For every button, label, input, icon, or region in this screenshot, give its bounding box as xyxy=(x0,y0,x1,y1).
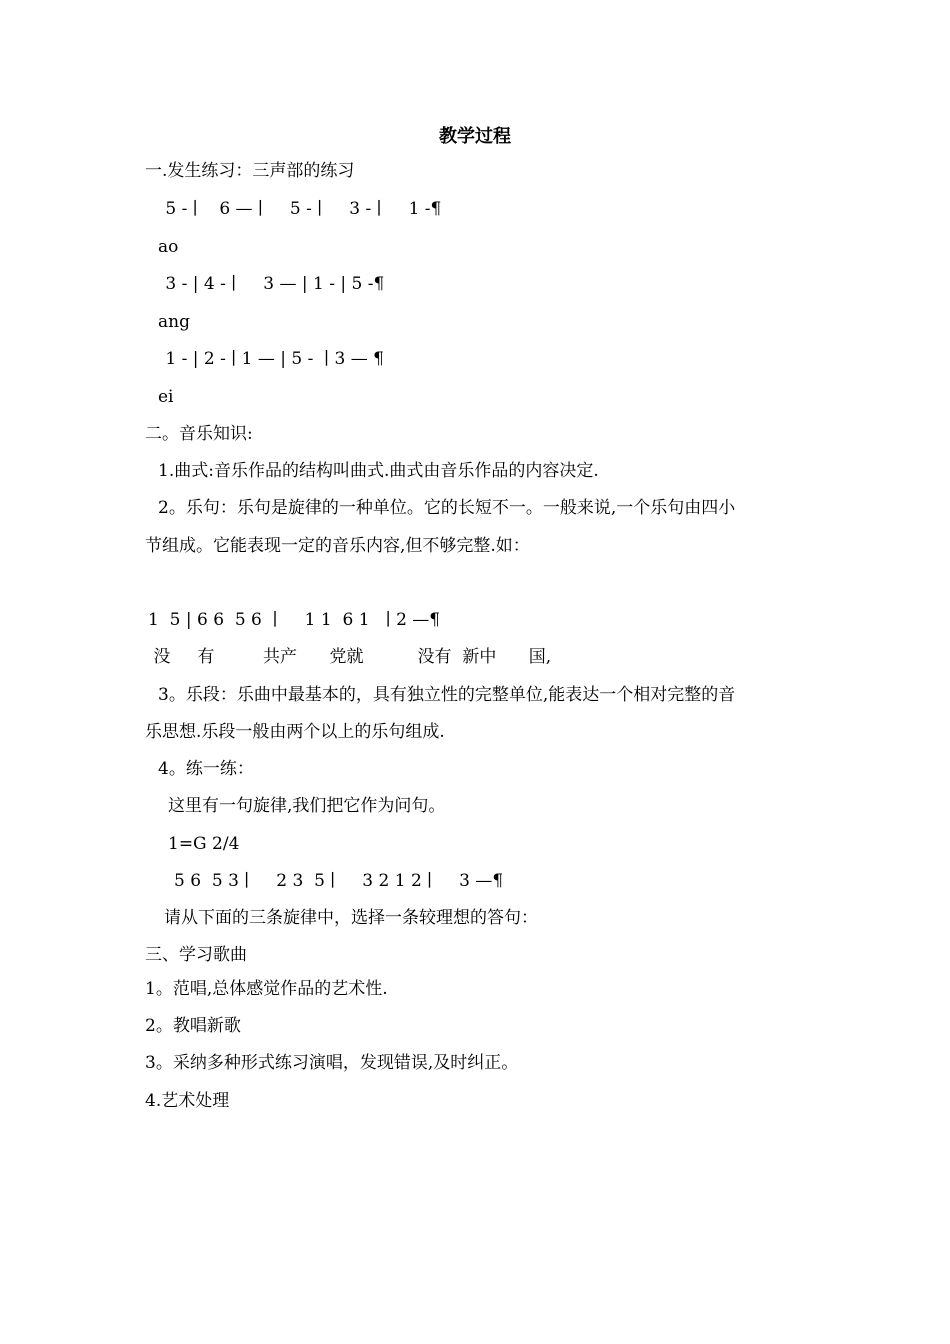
key-signature: 1=G 2/4 xyxy=(168,834,240,854)
practice-text: 这里有一句旋律,我们把它作为问句。 xyxy=(168,796,446,816)
lyric-syllable-1: ao xyxy=(158,237,179,257)
knowledge-item-2-line-2: 节组成。它能表现一定的音乐内容,但不够完整.如： xyxy=(145,536,530,556)
practice-question: 请从下面的三条旋律中，选择一条较理想的答句： xyxy=(164,908,538,928)
example-lyrics: 没 有 共产 党就 没有 新中 国, xyxy=(148,647,552,667)
example-notation: 1 5 | 6 6 5 6 ∣ 1 1 6 1 ∣ 2 —¶ xyxy=(148,610,441,630)
knowledge-item-2-line-1: 2。乐句：乐句是旋律的一种单位。它的长短不一。一般来说,一个乐句由四小 xyxy=(158,498,736,518)
knowledge-item-3-line-1: 3。乐段：乐曲中最基本的，具有独立性的完整单位,能表达一个相对完整的音 xyxy=(158,685,736,705)
notation-row-2: 3 - | 4 - ∣ 3 — | 1 - | 5 -¶ xyxy=(160,274,385,294)
section3-heading: 三、学习歌曲 xyxy=(145,945,247,965)
lyric-syllable-3: ei xyxy=(158,387,174,407)
practice-notation: 5 6 5 3 ∣ 2 3 5 ∣ 3 2 1 2 ∣ 3 —¶ xyxy=(174,871,504,891)
page-title: 教学过程 xyxy=(439,126,511,147)
section1-heading: 一.发生练习：三声部的练习 xyxy=(145,161,355,181)
knowledge-item-3-line-2: 乐思想.乐段一般由两个以上的乐句组成. xyxy=(145,722,445,742)
song-step-4: 4.艺术处理 xyxy=(145,1091,230,1111)
notation-row-3: 1 - | 2 - ∣ 1 — | 5 - ∣ 3 — ¶ xyxy=(160,349,384,369)
lyric-syllable-2: ang xyxy=(158,312,190,332)
section2-heading: 二。音乐知识: xyxy=(145,424,253,444)
song-step-2: 2。教唱新歌 xyxy=(145,1016,241,1036)
knowledge-item-4: 4。练一练： xyxy=(158,759,254,779)
notation-row-1: 5 - ∣ 6 — ∣ 5 - ∣ 3 - ∣ 1 -¶ xyxy=(160,199,442,219)
knowledge-item-1: 1.曲式:音乐作品的结构叫曲式.曲式由音乐作品的内容决定. xyxy=(158,461,599,481)
song-step-1: 1。范唱,总体感觉作品的艺术性. xyxy=(145,979,388,999)
song-step-3: 3。采纳多种形式练习演唱，发现错误,及时纠正。 xyxy=(145,1053,519,1073)
